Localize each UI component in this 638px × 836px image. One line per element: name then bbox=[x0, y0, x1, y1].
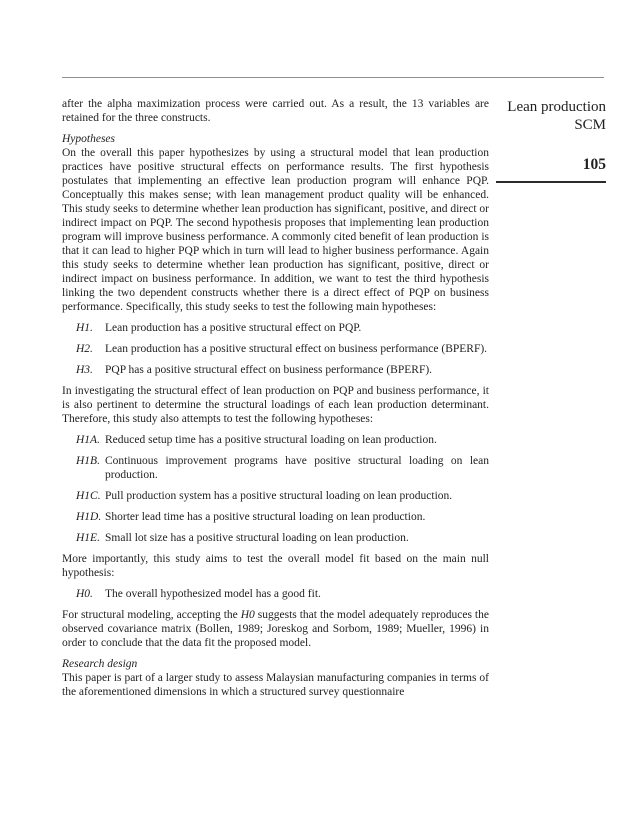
hypothesis-label: H2. bbox=[76, 343, 93, 355]
paragraph-text-part: For structural modeling, accepting the bbox=[62, 609, 241, 621]
hypothesis-text: Continuous improvement programs have positive structural loading on lean production. bbox=[105, 455, 489, 481]
sub-hypothesis-item bbox=[76, 454, 489, 482]
page-number: 105 bbox=[582, 156, 606, 173]
page-number-rule bbox=[496, 181, 606, 183]
sub-hypothesis-item bbox=[76, 489, 489, 503]
hypothesis-label: H1D. bbox=[76, 511, 102, 523]
hypothesis-label: H1. bbox=[76, 322, 93, 334]
hypothesis-item bbox=[76, 321, 489, 335]
hypothesis-label: H0. bbox=[76, 588, 93, 600]
hypothesis-text: Shorter lead time has a positive structural loading on lean production. bbox=[105, 511, 426, 523]
hypothesis-text: The overall hypothesized model has a good fit. bbox=[105, 588, 321, 600]
sub-hypothesis-item bbox=[76, 510, 489, 524]
section-heading-hypotheses: Hypotheses bbox=[62, 133, 116, 145]
paragraph-structural-loadings: In investigating the structural effect of lean production on PQP and business performance, it is also pertinent to determine the structural loadings of each lean production determinant. Therefore, this study also attempts to test the following hypotheses: bbox=[62, 385, 489, 425]
hypothesis-label: H1E. bbox=[76, 532, 100, 544]
section-heading-research-design: Research design bbox=[62, 658, 138, 670]
hypothesis-label: H1A. bbox=[76, 434, 100, 446]
hypothesis-text: PQP has a positive structural effect on business performance (BPERF). bbox=[105, 364, 433, 376]
sub-hypothesis-item bbox=[76, 531, 489, 545]
margin-header bbox=[496, 98, 606, 183]
hypothesis-item bbox=[76, 363, 489, 377]
journal-title bbox=[496, 98, 606, 134]
paragraph-hypotheses: On the overall this paper hypothesizes by using a structural model that lean production practices have positive structural effects on performance results. The first hypothesis postulates that implementing an effective lean production program will enhance PQP. Conceptually this makes sense; with lean management product quality will be enhanced. This study seeks to determine whether lean production has significant, positive, and direct or indirect impact on PQP. The second hypothesis proposes that implementing lean production program will improve business performance. A commonly cited benefit of lean production is that it can lead to higher PQP which in turn will lead to higher business performance. Again this study seeks to determine whether lean production has significant, positive, direct or indirect impact on business performance. In addition, we want to test the third hypothesis linking the two dependent constructs whether there is a direct effect of PQP on business performance. Specifically, this study seeks to test the following main hypotheses: bbox=[62, 147, 489, 313]
paragraph-text-part: suggests that the model adequately reproduces the observed covariance matrix (Bollen, 1989; Joreskog and Sorbom, 1989; Mueller, 1996) in order to conclude that the data fit the proposed model. bbox=[62, 609, 489, 649]
body-text bbox=[62, 97, 489, 706]
header-rule bbox=[62, 77, 604, 78]
hypothesis-text: Reduced setup time has a positive structural loading on lean production. bbox=[105, 434, 437, 446]
hypothesis-label: H1C. bbox=[76, 490, 101, 502]
paragraph-structural-modeling bbox=[62, 608, 489, 650]
hypothesis-item bbox=[76, 342, 489, 356]
null-hypothesis-ref: H0 bbox=[240, 609, 255, 621]
sub-hypothesis-item bbox=[76, 433, 489, 447]
hypothesis-text: Small lot size has a positive structural loading on lean production. bbox=[105, 532, 409, 544]
paragraph-intro: after the alpha maximization process were carried out. As a result, the 13 variables are retained for the three constructs. bbox=[62, 98, 489, 124]
journal-title-line1: Lean production bbox=[507, 99, 606, 115]
hypothesis-text: Lean production has a positive structural effect on business performance (BPERF). bbox=[105, 343, 488, 355]
journal-title-line2: SCM bbox=[574, 117, 606, 133]
paragraph-research-design: This paper is part of a larger study to assess Malaysian manufacturing companies in terms of the aforementioned dimensions in which a structured survey questionnaire bbox=[62, 672, 489, 698]
hypothesis-text: Pull production system has a positive structural loading on lean production. bbox=[105, 490, 453, 502]
hypothesis-label: H3. bbox=[76, 364, 93, 376]
paragraph-model-fit: More importantly, this study aims to test the overall model fit based on the main null hypothesis: bbox=[62, 553, 489, 579]
hypothesis-text: Lean production has a positive structural effect on PQP. bbox=[105, 322, 362, 334]
hypothesis-label: H1B. bbox=[76, 455, 100, 467]
null-hypothesis-item bbox=[76, 587, 489, 601]
